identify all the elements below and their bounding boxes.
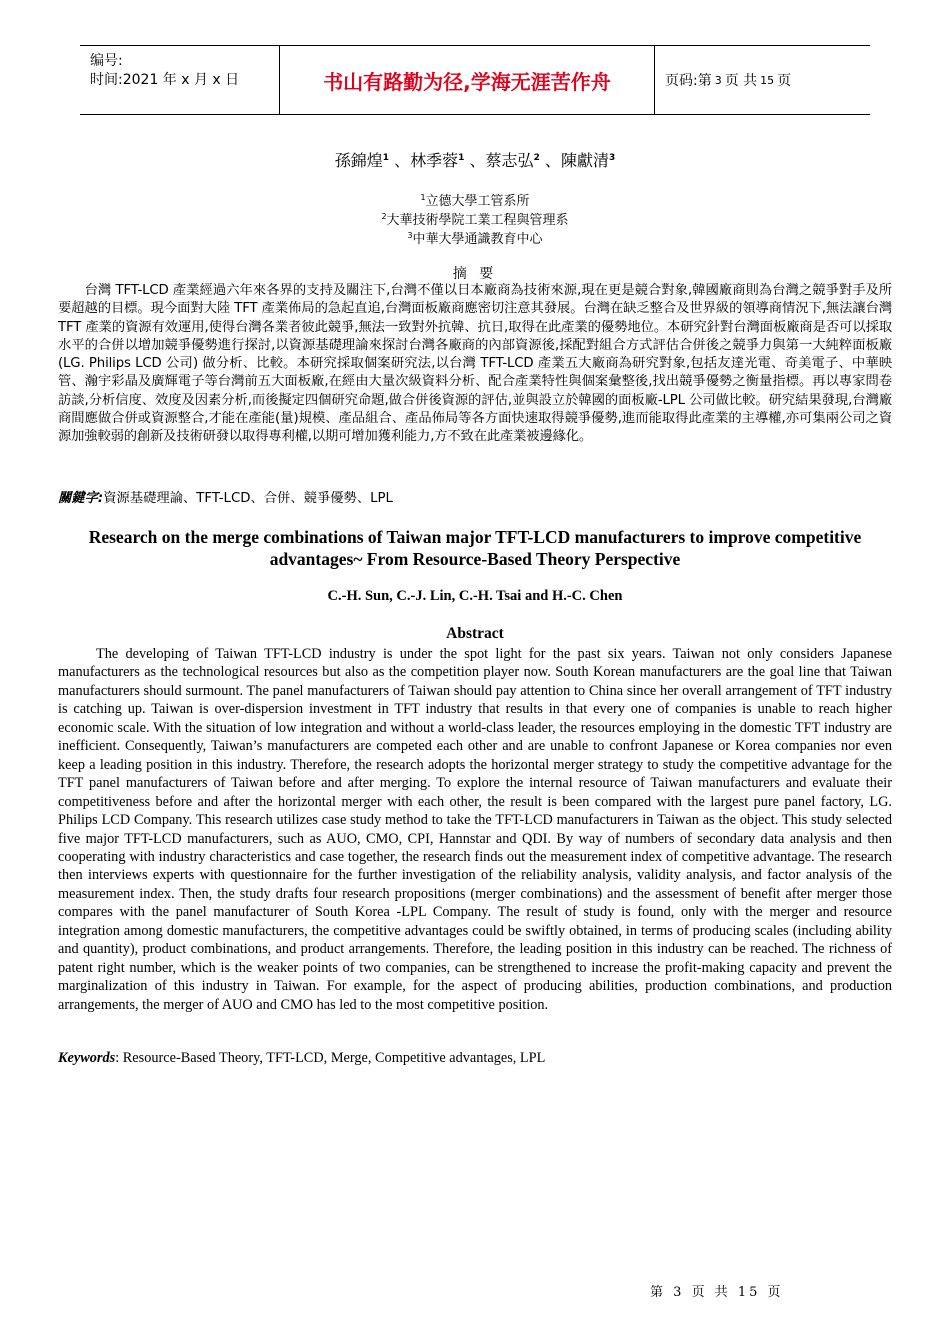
affiliation-name: 中華大學通識教育中心 bbox=[412, 232, 543, 247]
author-affiliation-mark: 2 bbox=[533, 153, 540, 163]
footer-prefix: 第 bbox=[650, 1285, 667, 1300]
footer-mid: 页 共 bbox=[691, 1285, 731, 1300]
english-authors: C.-H. Sun, C.-J. Lin, C.-H. Tsai and H.-C. Chen bbox=[327, 588, 623, 604]
page-footer bbox=[650, 1281, 784, 1300]
affiliation-mark: 3 bbox=[407, 231, 413, 240]
author-list bbox=[0, 148, 950, 171]
affiliation-line bbox=[0, 226, 950, 249]
author-name: 孫錦煌 bbox=[334, 151, 383, 170]
header-meta bbox=[80, 46, 280, 114]
document-time-label: 时间:2021 年 x 月 x 日 bbox=[90, 72, 240, 88]
header-page-total: 15 bbox=[760, 73, 775, 87]
header-page-prefix: 页码:第 bbox=[665, 73, 712, 89]
document-number-label: 编号: bbox=[90, 53, 123, 69]
keywords-cn bbox=[58, 487, 892, 506]
abstract-en-heading: Abstract bbox=[446, 625, 504, 642]
abstract-cn-body: 台灣 TFT-LCD 產業經過六年來各界的支持及關注下,台灣不僅以日本廠商為技術來源,現在更是競合對象,韓國廠商則為台灣之競爭對手及所要超越的目標。現今面對大陸 TFT 產業佈局的急起直追,台灣面板廠商應密切注意其發展。台灣在缺乏整合及世界級的領導商情況下,無法讓台灣 TFT 產業的資源有效運用,使得台灣各業者彼此競爭,無法一致對外抗韓、抗日,取得在此產業的優勢地位。本研究針對台灣面板廠商是否可以採取水平的合併以增加競爭優勢進行探討,以資源基礎理論來探討台灣各廠商的內部資源後,採配對組合方式評估合併後之競爭力與第一大純粹面板廠 (LG. Philips LCD 公司) 做分析、比較。本研究採取個案研究法,以台灣 TFT-LCD 產業五大廠商為研究對象,包括友達光電、奇美電子、中華映管、瀚宇彩晶及廣輝電子等台灣前五大面板廠,在經由大量次級資料分析、配合產業特性與個案彙整後,找出競爭優勢之衡量指標。再以專家問卷訪談,分析信度、效度及因素分析,而後擬定四個研究命題,做合併後資源的評估,並與設立於韓國的面板廠-LPL 公司做比較。研究結果發現,台灣廠商間應做合併或資源整合,才能在產能(量)規模、產品組合、產品佈局等各方面快速取得競爭優勢,進而能取得此產業的主導權,亦可集兩公司之資源加強較弱的創新及技術研發以取得專利權,以期可增加獲利能力,方不致在此產業被邊緣化。 bbox=[58, 283, 892, 445]
author-separator: 、 bbox=[544, 151, 561, 170]
keywords-en-label: Keywords bbox=[58, 1050, 116, 1066]
page-header bbox=[80, 45, 870, 115]
affiliation-name: 大華技術學院工業工程與管理系 bbox=[386, 213, 569, 228]
keywords-en-text: : Resource-Based Theory, TFT-LCD, Merge, Competitive advantages, LPL bbox=[115, 1050, 546, 1066]
header-page-current: 3 bbox=[714, 73, 722, 87]
footer-page-current: 3 bbox=[673, 1285, 685, 1300]
affiliation-name: 立德大學工管系所 bbox=[425, 194, 530, 209]
footer-page-total: 15 bbox=[737, 1285, 761, 1300]
author-separator: 、 bbox=[394, 151, 411, 170]
header-motto: 书山有路勤为径,学海无涯苦作舟 bbox=[280, 46, 655, 114]
affiliation-mark: 1 bbox=[420, 193, 426, 202]
author-name: 林季蓉 bbox=[410, 151, 459, 170]
author-separator: 、 bbox=[469, 151, 486, 170]
header-page-mid: 页 共 bbox=[724, 73, 758, 89]
english-title: Research on the merge combinations of Taiwan major TFT-LCD manufacturers to improve competitive advantages~ From Resource-Based Theory Perspective bbox=[88, 527, 862, 569]
header-page-info bbox=[655, 46, 870, 114]
keywords-cn-label: 關鍵字: bbox=[58, 491, 104, 506]
author-name: 陳獻清 bbox=[560, 151, 609, 170]
author-affiliation-mark: 1 bbox=[382, 153, 390, 163]
author-affiliation-mark: 1 bbox=[458, 153, 465, 163]
author-affiliation-mark: 3 bbox=[608, 153, 616, 163]
author-name: 蔡志弘 bbox=[485, 151, 534, 170]
footer-suffix: 页 bbox=[767, 1285, 784, 1300]
header-page-suffix: 页 bbox=[777, 73, 792, 89]
abstract-cn-heading: 摘 要 bbox=[452, 266, 498, 282]
affiliation-mark: 2 bbox=[381, 212, 387, 221]
keywords-cn-text: 資源基礎理論、TFT-LCD、合併、競爭優勢、LPL bbox=[103, 491, 393, 506]
abstract-en-body: The developing of Taiwan TFT-LCD industry is under the spot light for the past six years. Taiwan not only considers Japanese manufacturers as the technological resources but also as the competition player now. South Korean manufacturers are the goal line that Taiwan manufacturers should surmount. The panel manufacturers of Taiwan should pay attention to China since her overall arrangement of TFT industry is catching up. Taiwan is over-dispersion investment in TFT industry that results in that every one of companies is unable to reach higher economic scale. With the situation of low integration and without a world-class leader, the resources employing in the domestic TFT industry are inefficient. Consequently, Taiwan’s manufacturers are competed each other and are unable to confront Japanese or Korea companies nor even keep a leading position in this industry. Therefore, the research adopts the horizontal merger strategy to study the competitive advantage for the TFT panel manufacturers of Taiwan before and after merging. To explore the internal resource of Taiwan manufacturers and evaluate their competitiveness before and after the horizontal merger with each other, the result is been compared with the largest pure panel factory, LG. Philips LCD Company. This research utilizes case study method to take the TFT-LCD manufacturers in Taiwan as the object. This study selected five major TFT-LCD manufacturers, such as AUO, CMO, CPI, Hannstar and QDI. By way of numbers of secondary data analysis and then cooperating with industry characteristics and case together, the research finds out the measurement index of competitive advantage. The research then interviews experts with questionnaire for the further investigation of the reliability analysis, validity analysis, and factor analysis of the measurement index. Then, the study drafts four research propositions (merger combinations) and the assessment of benefit after merger those compares with the panel manufacturer of South Korea -LPL Company. The result of study is found, only with the merger and resource integration among domestic manufacturers, the competitive advantages could be swiftly obtained, in terms of producing scales (including ability and quantity), product combinations, and product arrangements. Therefore, the leading position in this industry can be reached. The richness of patent right number, which is the weaker points of two companies, can be strengthened to increase the profit-making capacity and prevent the marginalization of this industry in Taiwan. For example, for the aspect of producing abilities, production combinations, and production arrangements, the merger of AUO and CMO has led to the most competitive position. bbox=[58, 646, 892, 1013]
keywords-en bbox=[58, 1050, 892, 1067]
